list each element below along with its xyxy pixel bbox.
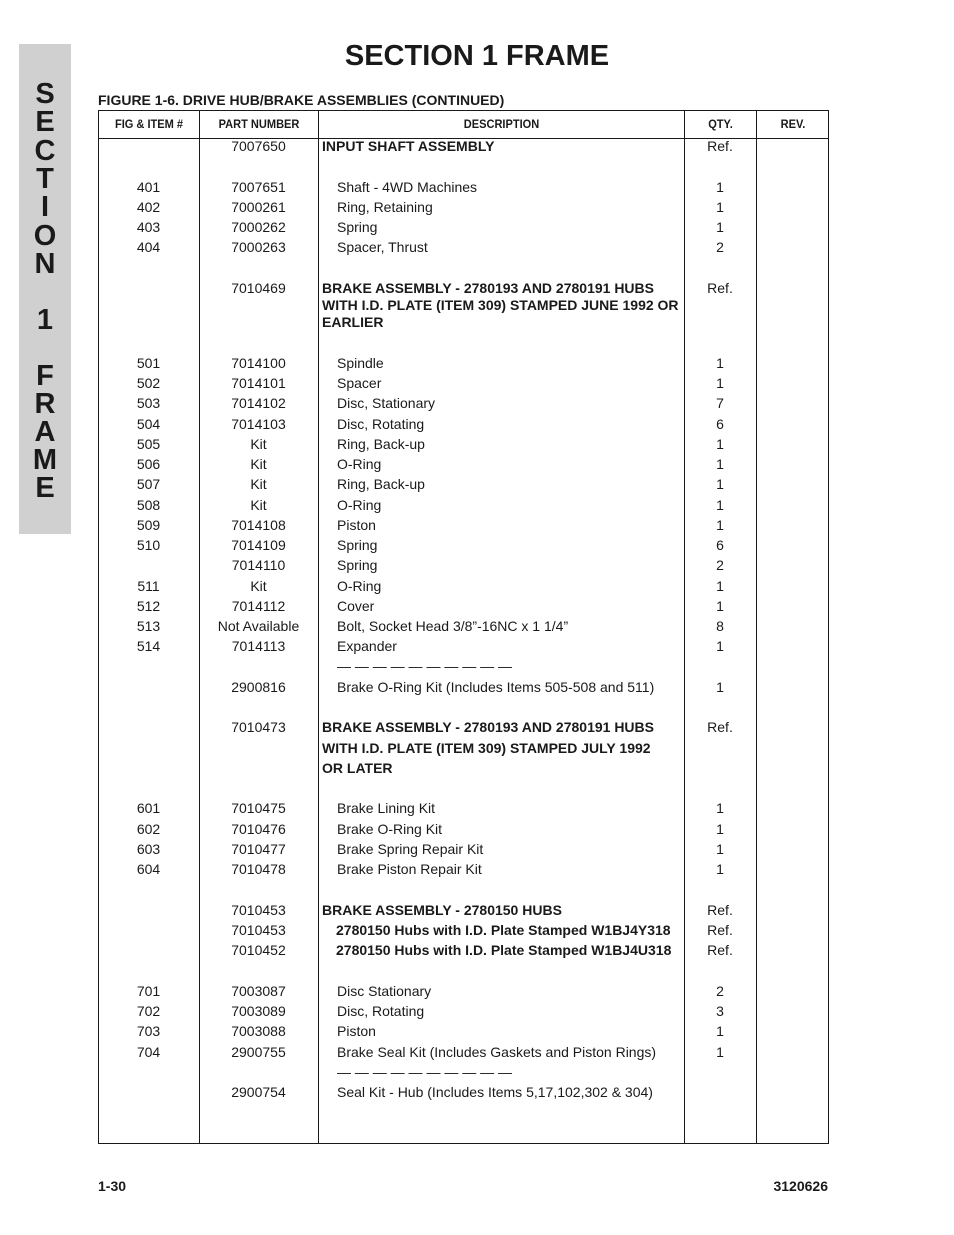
header-part-number: PART NUMBER xyxy=(218,117,300,131)
row-quantity: 1 xyxy=(716,476,724,492)
row-item-number: 508 xyxy=(136,497,161,513)
row-part-number: 7010452 xyxy=(231,942,286,958)
row-item-number: 704 xyxy=(136,1044,161,1060)
row-part-number: 7014102 xyxy=(231,395,286,411)
row-description: BRAKE ASSEMBLY - 2780193 AND 2780191 HUBS xyxy=(322,719,654,735)
row-item-number: 503 xyxy=(136,395,161,411)
row-quantity: 1 xyxy=(716,375,724,391)
row-quantity: Ref. xyxy=(707,922,733,938)
side-tab-letter: O xyxy=(33,220,57,252)
figure-title: FIGURE 1-6. DRIVE HUB/BRAKE ASSEMBLIES (CONTINUED) xyxy=(98,92,505,108)
column-divider xyxy=(318,111,319,1143)
side-tab-letter: C xyxy=(34,135,56,167)
row-part-number: 7010469 xyxy=(231,280,286,296)
side-tab-letter: I xyxy=(40,191,50,223)
row-part-number: 7014103 xyxy=(231,416,286,432)
row-description: WITH I.D. PLATE (ITEM 309) STAMPED JUNE 1992 OR xyxy=(322,297,679,313)
row-part-number: 7010478 xyxy=(231,861,286,877)
row-quantity: 1 xyxy=(716,1044,724,1060)
row-part-number: 7000263 xyxy=(231,239,286,255)
row-item-number: 509 xyxy=(136,517,161,533)
row-part-number: Not Available xyxy=(217,618,300,634)
row-description: Piston xyxy=(337,1023,376,1039)
row-quantity: 1 xyxy=(716,436,724,452)
row-description: Brake O-Ring Kit (Includes Items 505-508 and 511) xyxy=(337,679,655,695)
row-part-number: 7014110 xyxy=(231,557,286,573)
row-quantity: 1 xyxy=(716,1023,724,1039)
side-tab-letter: R xyxy=(34,388,56,420)
row-item-number: 404 xyxy=(136,239,161,255)
row-description: Brake Seal Kit (Includes Gaskets and Piston Rings) xyxy=(337,1044,657,1060)
row-description: — — — — — — — — — — xyxy=(337,1064,513,1080)
row-quantity: 1 xyxy=(716,598,724,614)
row-quantity: 3 xyxy=(716,1003,724,1019)
side-tab-letter: M xyxy=(32,444,58,476)
row-quantity: 1 xyxy=(716,841,724,857)
row-part-number: 7014113 xyxy=(231,638,286,654)
row-quantity: 7 xyxy=(716,395,724,411)
row-part-number: 7003087 xyxy=(231,983,286,999)
row-item-number: 602 xyxy=(136,821,161,837)
row-description: Disc, Rotating xyxy=(337,416,425,432)
row-description: Brake Spring Repair Kit xyxy=(337,841,484,857)
row-quantity: Ref. xyxy=(707,138,733,154)
row-item-number: 511 xyxy=(137,578,160,594)
row-description: Spacer, Thrust xyxy=(337,239,428,255)
row-part-number: Kit xyxy=(250,436,267,452)
row-part-number: 7010473 xyxy=(231,719,286,735)
row-quantity: Ref. xyxy=(707,902,733,918)
row-description: Cover xyxy=(337,598,375,614)
row-description: 2780150 Hubs with I.D. Plate Stamped W1BJ4U318 xyxy=(336,942,672,958)
header-fig-item: FIG & ITEM # xyxy=(114,117,184,131)
row-part-number: 7014101 xyxy=(231,375,286,391)
row-description: Brake Piston Repair Kit xyxy=(337,861,482,877)
header-rev: REV. xyxy=(780,117,806,131)
row-description: INPUT SHAFT ASSEMBLY xyxy=(322,138,495,154)
row-quantity: 2 xyxy=(716,239,724,255)
row-part-number: 2900754 xyxy=(231,1084,286,1100)
row-quantity: 2 xyxy=(716,983,724,999)
row-item-number: 505 xyxy=(136,436,161,452)
row-description: O-Ring xyxy=(337,497,382,513)
row-description: Shaft - 4WD Machines xyxy=(337,179,478,195)
row-item-number: 514 xyxy=(136,638,161,654)
row-part-number: Kit xyxy=(250,497,267,513)
row-description: Ring, Back-up xyxy=(337,436,425,452)
row-description: Spindle xyxy=(337,355,384,371)
row-description: Disc, Stationary xyxy=(337,395,436,411)
row-quantity: 1 xyxy=(716,497,724,513)
row-quantity: 1 xyxy=(716,861,724,877)
row-item-number: 501 xyxy=(136,355,161,371)
row-item-number: 701 xyxy=(136,983,161,999)
row-item-number: 403 xyxy=(136,219,161,235)
row-description: EARLIER xyxy=(322,314,384,330)
row-description: — — — — — — — — — — xyxy=(337,658,513,674)
row-quantity: 1 xyxy=(716,179,724,195)
row-description: WITH I.D. PLATE (ITEM 309) STAMPED JULY 1992 xyxy=(322,739,651,756)
row-description: Disc, Rotating xyxy=(337,1003,425,1019)
row-description: Spring xyxy=(337,219,378,235)
row-quantity: 6 xyxy=(716,537,724,553)
header-description: DESCRIPTION xyxy=(463,117,540,131)
row-quantity: 1 xyxy=(716,679,724,695)
row-description: Ring, Back-up xyxy=(337,476,425,492)
row-item-number: 510 xyxy=(136,537,161,553)
row-part-number: Kit xyxy=(250,476,267,492)
row-part-number: 7000261 xyxy=(231,199,286,215)
row-quantity: 1 xyxy=(716,199,724,215)
page-title: SECTION 1 FRAME xyxy=(344,40,610,72)
row-part-number: 2900755 xyxy=(231,1044,286,1060)
row-quantity: 6 xyxy=(716,416,724,432)
row-part-number: 7010476 xyxy=(231,821,286,837)
row-part-number: 7007651 xyxy=(231,179,286,195)
row-description: Piston xyxy=(337,517,376,533)
row-description: BRAKE ASSEMBLY - 2780150 HUBS xyxy=(322,902,562,918)
row-quantity: Ref. xyxy=(707,280,733,296)
row-part-number: 7010475 xyxy=(231,800,286,816)
row-quantity: 1 xyxy=(716,821,724,837)
side-tab-letter: A xyxy=(34,416,56,448)
row-part-number: 2900816 xyxy=(231,679,286,695)
row-part-number: 7014109 xyxy=(231,537,286,553)
row-item-number: 402 xyxy=(136,199,161,215)
row-quantity: Ref. xyxy=(707,942,733,958)
row-description: 2780150 Hubs with I.D. Plate Stamped W1BJ4Y318 xyxy=(336,922,671,938)
row-item-number: 702 xyxy=(136,1003,161,1019)
row-description: OR LATER xyxy=(322,760,393,776)
column-divider xyxy=(756,111,757,1143)
side-tab-letter: F xyxy=(36,360,54,392)
row-item-number: 512 xyxy=(136,598,161,614)
row-item-number: 603 xyxy=(136,841,161,857)
row-description: Bolt, Socket Head 3/8”-16NC x 1 1/4” xyxy=(337,618,569,634)
page-number: 1-30 xyxy=(98,1178,127,1194)
row-description: BRAKE ASSEMBLY - 2780193 AND 2780191 HUBS xyxy=(322,280,654,296)
row-item-number: 506 xyxy=(136,456,161,472)
row-item-number: 401 xyxy=(136,179,161,195)
side-tab-letter: 1 xyxy=(36,304,54,336)
row-item-number: 604 xyxy=(136,861,161,877)
side-tab-letter: T xyxy=(36,163,54,195)
row-part-number: 7010477 xyxy=(231,841,286,857)
side-tab-letter: S xyxy=(35,78,55,110)
document-number: 3120626 xyxy=(773,1178,828,1194)
side-tab-letter: E xyxy=(35,472,55,504)
row-part-number: Kit xyxy=(250,578,267,594)
header-qty: QTY. xyxy=(708,117,733,131)
row-description: Ring, Retaining xyxy=(337,199,433,215)
row-quantity: 1 xyxy=(716,638,724,654)
row-item-number: 502 xyxy=(136,375,161,391)
row-description: Seal Kit - Hub (Includes Items 5,17,102,302 & 304) xyxy=(337,1084,653,1100)
row-quantity: 8 xyxy=(716,618,724,634)
row-quantity: 1 xyxy=(716,800,724,816)
row-part-number: 7014112 xyxy=(231,598,286,614)
side-tab-letter: E xyxy=(35,106,55,138)
row-quantity: 1 xyxy=(716,355,724,371)
row-description: O-Ring xyxy=(337,578,382,594)
row-part-number: 7007650 xyxy=(231,138,286,154)
row-quantity: Ref. xyxy=(707,719,733,735)
row-description: Spacer xyxy=(337,375,382,391)
row-item-number: 513 xyxy=(136,618,161,634)
row-description: Spring xyxy=(337,557,378,573)
row-quantity: 1 xyxy=(716,578,724,594)
row-part-number: 7010453 xyxy=(231,902,286,918)
row-item-number: 601 xyxy=(136,800,161,816)
row-description: Brake O-Ring Kit xyxy=(337,821,443,837)
row-description: O-Ring xyxy=(337,456,382,472)
row-part-number: 7000262 xyxy=(231,219,286,235)
row-item-number: 703 xyxy=(136,1023,161,1039)
row-description: Spring xyxy=(337,537,378,553)
row-quantity: 1 xyxy=(716,456,724,472)
row-part-number: 7010453 xyxy=(231,922,286,938)
row-part-number: 7014100 xyxy=(231,355,286,371)
row-quantity: 1 xyxy=(716,219,724,235)
row-item-number: 504 xyxy=(136,416,161,432)
row-part-number: Kit xyxy=(250,456,267,472)
row-item-number: 507 xyxy=(136,476,161,492)
section-side-tab xyxy=(19,44,71,534)
row-part-number: 7014108 xyxy=(231,517,286,533)
row-quantity: 2 xyxy=(716,557,724,573)
row-quantity: 1 xyxy=(716,517,724,533)
side-tab-letter: N xyxy=(34,248,56,280)
row-description: Brake Lining Kit xyxy=(337,800,436,816)
row-part-number: 7003089 xyxy=(231,1003,286,1019)
row-part-number: 7003088 xyxy=(231,1023,286,1039)
row-description: Expander xyxy=(337,638,397,654)
row-description: Disc Stationary xyxy=(337,983,432,999)
